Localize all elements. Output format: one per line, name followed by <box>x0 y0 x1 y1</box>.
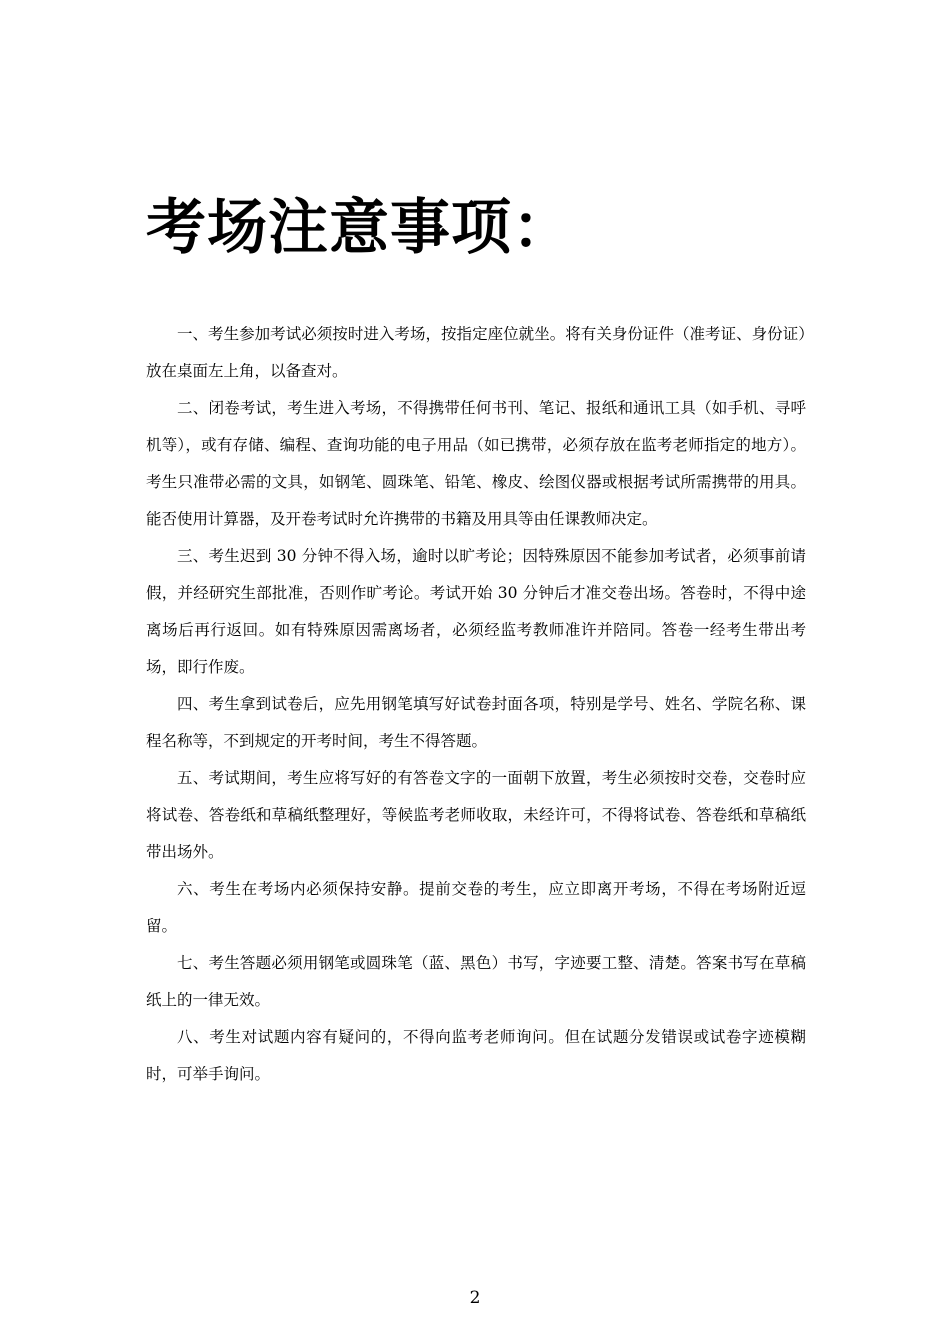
rule-1: 一、考生参加考试必须按时进入考场，按指定座位就坐。将有关身份证件（准考证、身份证）放在桌面左上角，以备查对。 <box>146 325 806 380</box>
rule-4: 四、考生拿到试卷后，应先用钢笔填写好试卷封面各项，特别是学号、姓名、学院名称、课程名称等，不到规定的开考时间，考生不得答题。 <box>146 695 806 750</box>
rule-3: 三、考生迟到 30 分钟不得入场，逾时以旷考论；因特殊原因不能参加考试者，必须事前请假，并经研究生部批准，否则作旷考论。考试开始 30 分钟后才准交卷出场。答卷时，不得中途离场后再行返回。如有特殊原因需离场者，必须经监考教师准许并陪同。答卷一经考生带出考场，即行作废。 <box>146 547 806 676</box>
rules-list <box>146 316 806 1093</box>
rule-5: 五、考试期间，考生应将写好的有答卷文字的一面朝下放置，考生必须按时交卷，交卷时应将试卷、答卷纸和草稿纸整理好，等候监考老师收取，未经许可，不得将试卷、答卷纸和草稿纸带出场外。 <box>146 769 806 861</box>
rule-8: 八、考生对试题内容有疑问的，不得向监考老师询问。但在试题分发错误或试卷字迹模糊时，可举手询问。 <box>146 1028 806 1083</box>
rule-7: 七、考生答题必须用钢笔或圆珠笔（蓝、黑色）书写，字迹要工整、清楚。答案书写在草稿纸上的一律无效。 <box>146 954 806 1009</box>
document-title: 考场注意事项： <box>146 193 573 263</box>
rule-6: 六、考生在考场内必须保持安静。提前交卷的考生，应立即离开考场，不得在考场附近逗留。 <box>146 880 806 935</box>
page-number: 2 <box>469 1288 481 1308</box>
rule-2: 二、闭卷考试，考生进入考场，不得携带任何书刊、笔记、报纸和通讯工具（如手机、寻呼机等），或有存储、编程、查询功能的电子用品（如已携带，必须存放在监考老师指定的地方）。考生只准带必需的文具，如钢笔、圆珠笔、铅笔、橡皮、绘图仪器或根据考试所需携带的用具。能否使用计算器，及开卷考试时允许携带的书籍及用具等由任课教师决定。 <box>146 399 806 528</box>
